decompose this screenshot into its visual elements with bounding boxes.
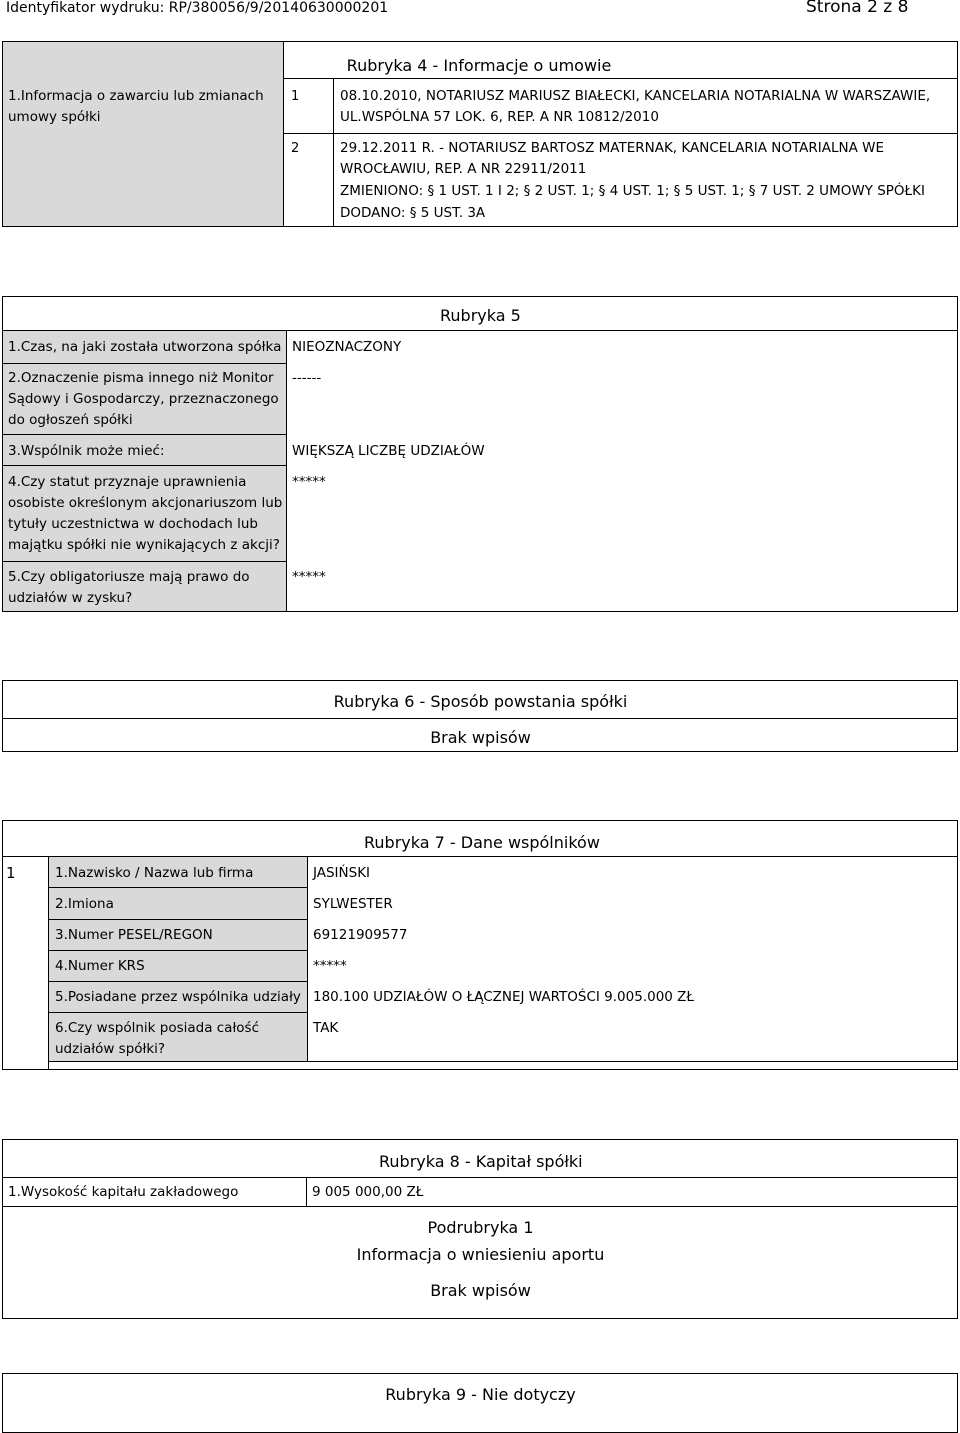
field-value: SYLWESTER (313, 896, 393, 912)
entry-text-line: 08.10.2010, NOTARIUSZ MARIUSZ BIAŁECKI, KANCELARIA NOTARIALNA W WARSZAWIE, (340, 88, 931, 104)
no-entries-text: Brak wpisów (430, 1281, 531, 1300)
field-value: ------ (292, 370, 322, 386)
field-value: WIĘKSZĄ LICZBĘ UDZIAŁÓW (292, 443, 485, 459)
field-label: 5.Posiadane przez wspólnika udziały (55, 989, 301, 1005)
no-entries-text: Brak wpisów (430, 728, 531, 747)
field-label: 4.Numer KRS (55, 958, 145, 974)
field-value: TAK (313, 1020, 339, 1036)
field-value: NIEOZNACZONY (292, 339, 402, 355)
entry-text-line: 29.12.2011 R. - NOTARIUSZ BARTOSZ MATERNAK, KANCELARIA NOTARIALNA WE (340, 140, 885, 156)
field-label: 2.Oznaczenie pisma innego niż Monitor Sądowy i Gospodarczy, przeznaczonego do ogłoszeń spółki (8, 370, 279, 428)
entry-number: 2 (291, 141, 300, 156)
rubryka-4-label-line-1: 1.Informacja o zawarciu lub zmianach (8, 88, 264, 104)
field-value: 180.100 UDZIAŁÓW O ŁĄCZNEJ WARTOŚCI 9.005.000 ZŁ (313, 989, 695, 1005)
subsection-subtitle: Informacja o wniesieniu aportu (356, 1245, 605, 1264)
field-value: ***** (313, 958, 347, 974)
field-label: 3.Wspólnik może mieć: (8, 443, 165, 459)
rubryka-4-title: Rubryka 4 - Informacje o umowie (346, 56, 612, 75)
entry-text-line: ZMIENIONO: § 1 UST. 1 I 2; § 2 UST. 1; § 4 UST. 1; § 5 UST. 1; § 7 UST. 2 UMOWY SPÓŁKI (340, 183, 925, 199)
page-number: Strona 2 z 8 (806, 0, 909, 17)
field-value: ***** (292, 474, 326, 490)
field-label: 6.Czy wspólnik posiada całość udziałów spółki? (55, 1020, 260, 1057)
field-value: JASIŃSKI (313, 865, 371, 881)
rubryka-6-title: Rubryka 6 - Sposób powstania spółki (333, 692, 628, 711)
field-label: 5.Czy obligatoriusze mają prawo do udziałów w zysku? (8, 569, 250, 606)
partner-index: 1 (6, 864, 16, 882)
field-value: ***** (292, 569, 326, 585)
entry-text-line: UL.WSPÓLNA 57 LOK. 6, REP. A NR 10812/2010 (340, 109, 659, 125)
entry-number: 1 (291, 89, 300, 104)
field-label: 1.Czas, na jaki została utworzona spółka (8, 339, 282, 355)
field-value: 69121909577 (313, 927, 408, 943)
field-value: 9 005 000,00 ZŁ (312, 1184, 424, 1200)
rubryka-5-title: Rubryka 5 (440, 306, 521, 325)
field-label: 1.Nazwisko / Nazwa lub firma (55, 865, 254, 881)
field-label: 2.Imiona (55, 896, 114, 912)
field-label: 1.Wysokość kapitału zakładowego (8, 1184, 239, 1200)
field-label: 3.Numer PESEL/REGON (55, 927, 213, 943)
entry-text-line: WROCŁAWIU, REP. A NR 22911/2011 (340, 161, 587, 177)
rubryka-7-title: Rubryka 7 - Dane wspólników (364, 833, 600, 852)
print-identifier: Identyfikator wydruku: RP/380056/9/20140630000201 (6, 0, 389, 16)
entry-text-line: DODANO: § 5 UST. 3A (340, 205, 486, 221)
field-label: 4.Czy statut przyznaje uprawnienia osobiste określonym akcjonariuszom lub tytuły uczestnictwa w dochodach lub majątku spółki nie wynikających z akcji? (8, 474, 283, 553)
rubryka-4-label-line-2: umowy spółki (8, 109, 101, 125)
rubryka-9-title: Rubryka 9 - Nie dotyczy (385, 1385, 576, 1404)
subsection-title: Podrubryka 1 (427, 1218, 534, 1237)
rubryka-8-title: Rubryka 8 - Kapitał spółki (379, 1152, 583, 1171)
